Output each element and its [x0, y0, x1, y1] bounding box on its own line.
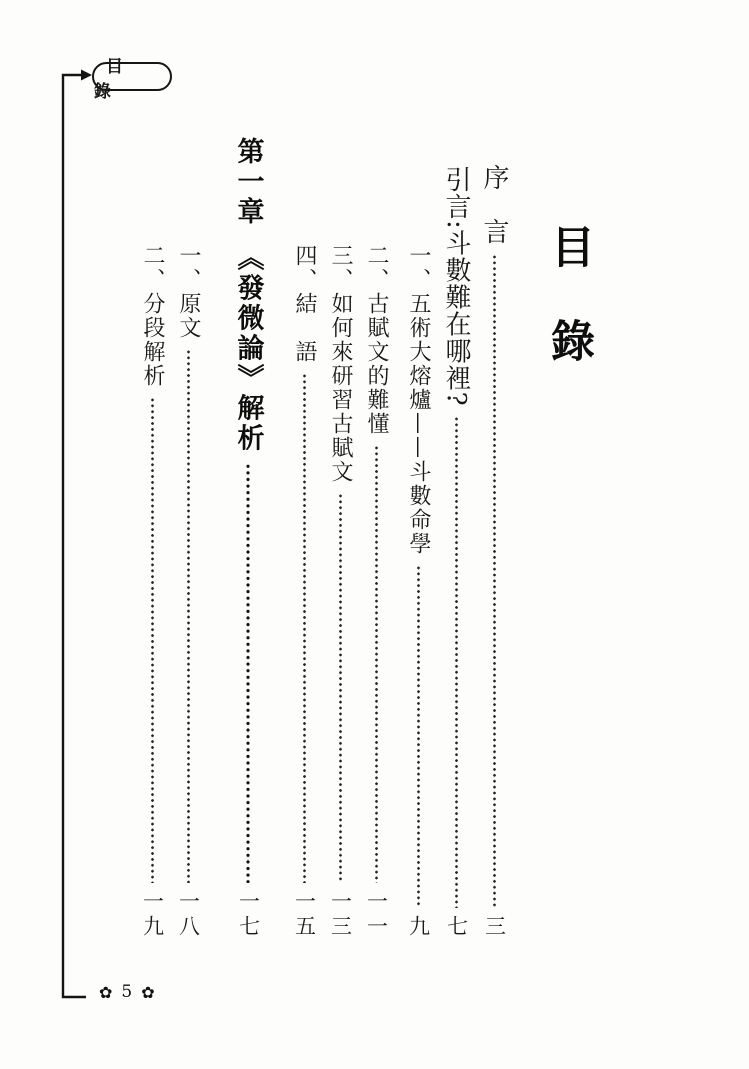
toc-entry-page-number: 九 [406, 915, 431, 940]
dotted-leader [246, 463, 250, 884]
toc-entry-page-number: 七 [444, 915, 469, 940]
toc-entry-page-number: 一一 [364, 890, 389, 940]
dotted-leader [151, 397, 154, 883]
folio-page-number: 5 [121, 982, 133, 1002]
dotted-leader [417, 565, 420, 908]
toc-entry-page-number: 一八 [176, 890, 201, 940]
toc-entry [173, 244, 203, 940]
toc-entry-title: 二、古賦文的難懂 [364, 244, 389, 436]
toc-entry-title: 序 言 [479, 164, 509, 245]
page-title: 目錄 [543, 224, 594, 412]
dotted-leader [375, 445, 378, 883]
toc-entry-title: 一、五術大熔爐——斗數命學 [406, 244, 431, 556]
toc-entry-title: 一、原文 [176, 244, 201, 340]
toc-entry [403, 244, 433, 940]
corner-tab-label [92, 56, 172, 102]
dotted-leader [455, 416, 458, 908]
dotted-leader [493, 254, 496, 908]
toc-entry-title: 第一章 《發微論》解析 [232, 137, 264, 454]
toc-entry-page-number: 一五 [292, 890, 317, 940]
toc-entry-title: 二、分段解析 [140, 244, 165, 388]
arrow-right-icon [81, 70, 92, 81]
corner-tab-label-text: 目 錄 [94, 56, 135, 102]
florette-icon: ✿ [99, 982, 113, 1002]
toc-entry [477, 164, 511, 940]
toc-entry-title: 三、如何來研習古賦文 [328, 244, 353, 484]
florette-icon: ✿ [141, 982, 155, 1002]
toc-entry-title: 四、結 語 [292, 244, 317, 364]
toc-entry-page-number: 一九 [140, 890, 165, 940]
toc-entry-page-number: 一七 [236, 890, 261, 940]
toc-entry [137, 244, 167, 940]
toc-entry [289, 244, 319, 940]
toc-entry-page-number: 三 [482, 915, 507, 940]
page-footer [99, 982, 155, 1002]
toc-entry [439, 166, 473, 940]
dotted-leader [339, 493, 342, 883]
toc-entry [325, 244, 355, 940]
toc-entry [225, 137, 271, 940]
toc-entry [361, 244, 391, 940]
dotted-leader [187, 349, 190, 883]
toc-entry-page-number: 一三 [328, 890, 353, 940]
toc-entry-title: 引言:斗數難在哪裡? [441, 166, 471, 407]
dotted-leader [303, 373, 306, 883]
